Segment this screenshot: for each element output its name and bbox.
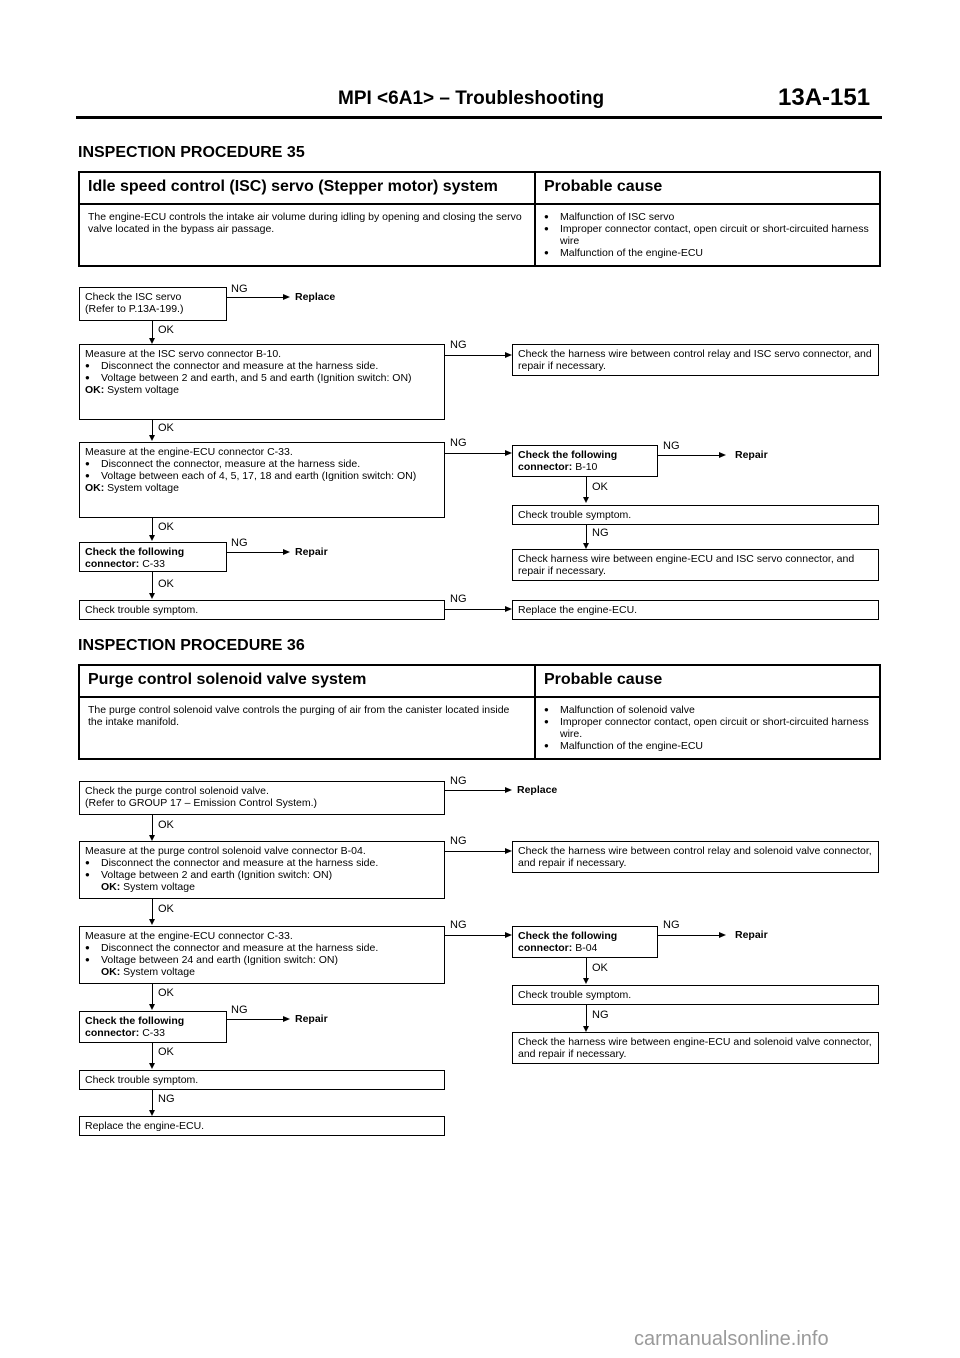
step-measure-purge-connector — [79, 841, 445, 899]
result-check-harness-relay-solenoid: Check the harness wire between control relay and solenoid valve connector, and repair if necessary. — [512, 841, 879, 873]
arrow-down-icon — [583, 978, 589, 984]
step-text: Measure at the engine-ECU connector C-33. — [85, 930, 293, 942]
ng-label: NG — [450, 437, 467, 449]
watermark: carmanualsonline.info — [634, 1328, 829, 1350]
step-bullet: ● Disconnect the connector and measure at the harness side. — [85, 360, 439, 372]
flow-line — [445, 609, 506, 610]
step-measure-ecu-connector — [79, 442, 445, 518]
flow-line — [445, 790, 505, 791]
step-text: Check the ISC servo — [85, 291, 182, 303]
ok-key: OK: — [101, 966, 121, 978]
cause-item: ● Malfunction of the engine-ECU — [544, 247, 871, 259]
ng-label: NG — [663, 919, 680, 931]
flow-line — [445, 355, 506, 356]
ok-label: OK — [158, 903, 174, 915]
ng-label: NG — [450, 835, 467, 847]
ng-label: NG — [592, 527, 609, 539]
repair-action: Repair — [295, 546, 328, 558]
step-check-trouble-symptom: Check trouble symptom. — [79, 600, 445, 620]
arrow-down-icon — [149, 535, 155, 541]
flow-line — [152, 899, 153, 919]
probable-cause-heading: Probable cause — [535, 665, 880, 697]
arrow-down-icon — [583, 497, 589, 503]
ng-label: NG — [592, 1009, 609, 1021]
step-bullet: ● Voltage between 2 and earth (Ignition switch: ON) — [85, 869, 439, 881]
step-text: Check the following — [85, 546, 185, 558]
ok-label: OK — [158, 578, 174, 590]
repair-action: Repair — [735, 449, 768, 461]
flow-line — [152, 321, 153, 338]
flow-line — [152, 1043, 153, 1063]
repair-action: Repair — [735, 929, 768, 941]
step-check-trouble-symptom: Check trouble symptom. — [79, 1070, 445, 1090]
step-bullet: ● Disconnect the connector and measure at the harness side. — [85, 857, 439, 869]
result-check-connector-b04 — [512, 926, 658, 958]
step-replace-ecu: Replace the engine-ECU. — [79, 1116, 445, 1136]
step-text: Check the purge control solenoid valve. — [85, 785, 269, 797]
arrow-right-icon — [505, 932, 512, 938]
arrow-down-icon — [149, 435, 155, 441]
replace-action: Replace — [517, 784, 558, 796]
step-bullet: ● Voltage between 24 and earth (Ignition switch: ON) — [85, 954, 439, 966]
step-bullet: ● Disconnect the connector, measure at the harness side. — [85, 458, 439, 470]
flow-line — [152, 518, 153, 535]
probable-cause-list — [535, 697, 880, 759]
connector-id: B-10 — [575, 461, 598, 473]
flow-line — [586, 477, 587, 497]
system-name: Purge control solenoid valve system — [79, 665, 535, 697]
ng-label: NG — [231, 1004, 248, 1016]
flow-line — [658, 935, 719, 936]
step-text: Measure at the purge control solenoid valve connector B-04. — [85, 845, 366, 857]
flow-line — [227, 297, 283, 298]
ok-label: OK — [592, 481, 608, 493]
arrow-down-icon — [149, 1004, 155, 1010]
result-check-trouble-symptom: Check trouble symptom. — [512, 985, 879, 1005]
step-text: connector: — [85, 1027, 140, 1039]
ng-label: NG — [231, 537, 248, 549]
step-text: Measure at the engine-ECU connector C-33. — [85, 446, 293, 458]
result-replace-ecu: Replace the engine-ECU. — [512, 600, 879, 620]
flow-line — [586, 958, 587, 978]
probable-cause-list — [535, 204, 880, 266]
ok-key: OK: — [101, 881, 121, 893]
step-text: Check the following — [518, 449, 618, 461]
step-text: (Refer to GROUP 17 – Emission Control System.) — [85, 797, 318, 809]
system-description: The purge control solenoid valve controls the purging of air from the canister located inside the intake manifold. — [79, 697, 535, 759]
flow-line — [152, 1090, 153, 1110]
ng-label: NG — [450, 339, 467, 351]
step-check-connector-c33 — [79, 542, 227, 572]
flow-line — [152, 984, 153, 1004]
ok-value: System voltage — [123, 881, 195, 893]
step-text: (Refer to P.13A-199.) — [85, 303, 184, 315]
connector-id: C-33 — [142, 1027, 165, 1039]
step-check-purge-valve — [79, 781, 445, 815]
cause-item: ● Malfunction of solenoid valve — [544, 704, 871, 716]
step-text: connector: — [85, 558, 140, 570]
system-description: The engine-ECU controls the intake air volume during idling by opening and closing the servo valve located in the bypass air passage. — [79, 204, 535, 266]
procedure-36-title: INSPECTION PROCEDURE 36 — [78, 637, 305, 654]
arrow-right-icon — [505, 606, 512, 612]
ok-label: OK — [158, 521, 174, 533]
arrow-right-icon — [505, 787, 512, 793]
step-bullet: ● Voltage between each of 4, 5, 17, 18 and earth (Ignition switch: ON) — [85, 470, 439, 482]
step-bullet: ● Disconnect the connector and measure at the harness side. — [85, 942, 439, 954]
arrow-right-icon — [283, 1016, 290, 1022]
step-text: connector: — [518, 461, 573, 473]
procedure-35-title: INSPECTION PROCEDURE 35 — [78, 144, 305, 161]
arrow-down-icon — [149, 919, 155, 925]
result-check-harness-ecu-solenoid: Check the harness wire between engine-ECU and solenoid valve connector, and repair if necessary. — [512, 1032, 879, 1064]
flow-line — [227, 1019, 283, 1020]
repair-action: Repair — [295, 1013, 328, 1025]
ng-label: NG — [231, 283, 248, 295]
ok-key: OK: — [85, 482, 105, 494]
step-text: Measure at the ISC servo connector B-10. — [85, 348, 282, 360]
flow-line — [586, 525, 587, 543]
arrow-right-icon — [283, 549, 290, 555]
page-header-title: MPI <6A1> – Troubleshooting — [338, 88, 605, 109]
ok-value: System voltage — [123, 966, 195, 978]
ok-label: OK — [158, 1046, 174, 1058]
flow-line — [445, 453, 506, 454]
ok-label: OK — [158, 819, 174, 831]
flow-line — [152, 572, 153, 593]
flow-line — [152, 420, 153, 435]
arrow-down-icon — [149, 1063, 155, 1069]
ok-label: OK — [158, 422, 174, 434]
ng-label: NG — [450, 775, 467, 787]
page-number: 13A-151 — [778, 84, 871, 111]
cause-item: ● Improper connector contact, open circuit or short-circuited harness wire. — [544, 716, 871, 740]
ok-label: OK — [158, 987, 174, 999]
step-check-isc-servo — [79, 287, 227, 321]
flow-line — [227, 552, 283, 553]
ok-label: OK — [592, 962, 608, 974]
step-text: Check the following — [518, 930, 618, 942]
result-check-harness-ecu-isc: Check harness wire between engine-ECU and ISC servo connector, and repair if necessary. — [512, 549, 879, 581]
header-rule — [76, 116, 882, 119]
flow-line — [152, 815, 153, 835]
cause-item: ● Improper connector contact, open circuit or short-circuited harness wire — [544, 223, 871, 247]
flow-line — [445, 851, 506, 852]
procedure-35-cause-table — [78, 171, 881, 267]
system-name: Idle speed control (ISC) servo (Stepper motor) system — [79, 172, 535, 204]
step-measure-isc-connector — [79, 344, 445, 420]
step-check-connector-c33 — [79, 1011, 227, 1043]
ok-value: System voltage — [107, 482, 179, 494]
ok-value: System voltage — [107, 384, 179, 396]
probable-cause-heading: Probable cause — [535, 172, 880, 204]
flow-line — [445, 935, 506, 936]
arrow-right-icon — [283, 294, 290, 300]
procedure-36-cause-table — [78, 664, 881, 760]
result-check-connector-b10 — [512, 445, 658, 477]
arrow-right-icon — [505, 450, 512, 456]
result-check-trouble-symptom: Check trouble symptom. — [512, 505, 879, 525]
arrow-right-icon — [505, 848, 512, 854]
result-check-harness-relay-isc: Check the harness wire between control relay and ISC servo connector, and repair if necessary. — [512, 344, 879, 376]
arrow-right-icon — [719, 932, 726, 938]
flow-line — [586, 1005, 587, 1026]
ok-key: OK: — [85, 384, 105, 396]
arrow-right-icon — [719, 452, 726, 458]
ok-label: OK — [158, 324, 174, 336]
cause-item: ● Malfunction of ISC servo — [544, 211, 871, 223]
ng-label: NG — [663, 440, 680, 452]
connector-id: B-04 — [575, 942, 598, 954]
arrow-right-icon — [505, 352, 512, 358]
step-text: Check the following — [85, 1015, 185, 1027]
arrow-down-icon — [149, 593, 155, 599]
cause-item: ● Malfunction of the engine-ECU — [544, 740, 871, 752]
step-text: connector: — [518, 942, 573, 954]
step-measure-ecu-connector — [79, 926, 445, 984]
ng-label: NG — [158, 1093, 175, 1105]
connector-id: C-33 — [142, 558, 165, 570]
replace-action: Replace — [295, 291, 336, 303]
step-bullet: ● Voltage between 2 and earth, and 5 and earth (Ignition switch: ON) — [85, 372, 439, 384]
ng-label: NG — [450, 593, 467, 605]
ng-label: NG — [450, 919, 467, 931]
flow-line — [658, 455, 719, 456]
